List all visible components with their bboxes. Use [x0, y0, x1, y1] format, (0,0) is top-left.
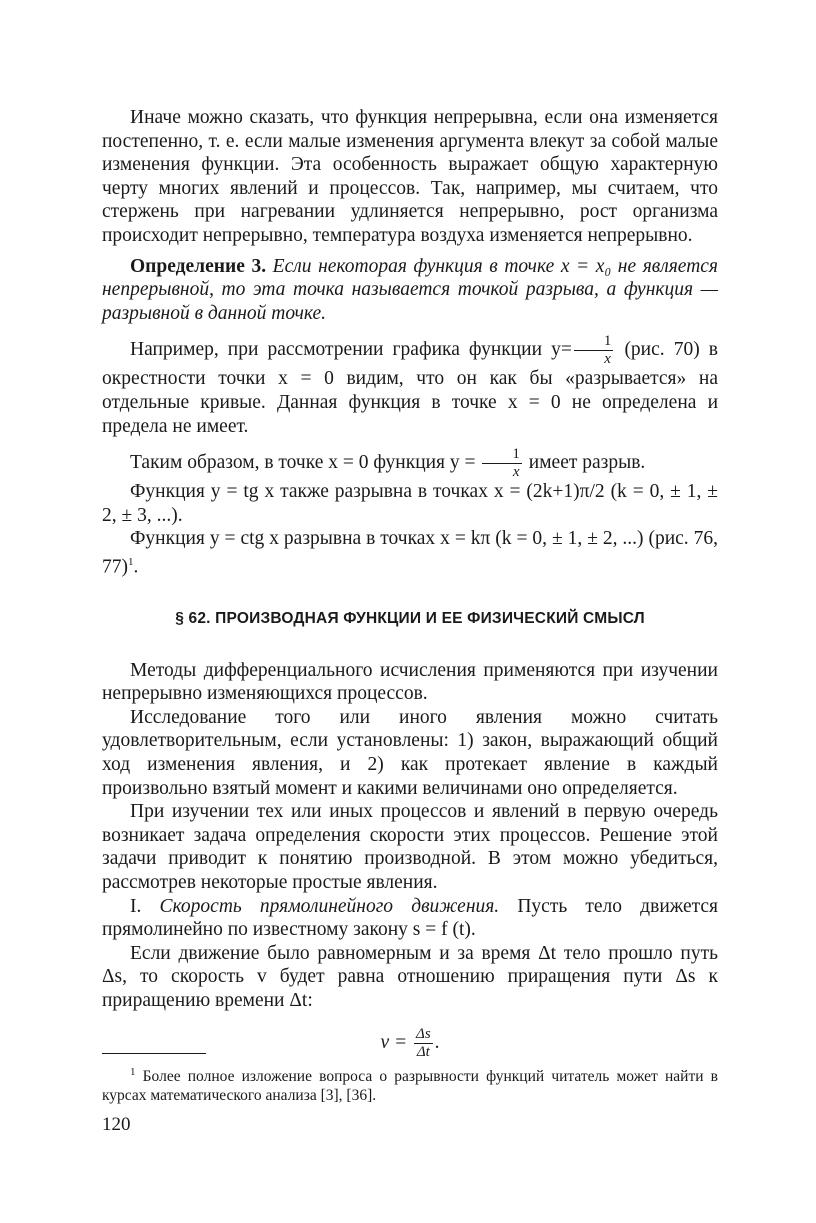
definition-text: Если некоторая функция в точке x = x₀ не является непрерывной, то эта точка называется точкой разрыва, а функция — разрывной в данной точке. [102, 255, 718, 324]
paragraph-uniform-motion: Если движение было равномерным и за время Δt тело прошло путь Δs, то скорость v будет равна отношению приращения пути Δs к приращению времени Δt: [102, 942, 718, 1011]
fraction-one-over-x: $\frac{1}{x}$ [574, 334, 614, 367]
footnote [102, 1063, 718, 1105]
definition-paragraph [102, 255, 718, 326]
definition-label: Определение 3. [130, 255, 267, 277]
fraction-ds-dt: $\frac{\Delta s}{\Delta t}$ [416, 1025, 431, 1060]
example-paragraph [102, 334, 718, 438]
footnote-mark: 1 [130, 1066, 136, 1078]
paragraph-methods: Методы дифференциального исчисления применяются при изучении непрерывно изменяющихся процессов. [102, 659, 718, 705]
discontinuity-text-start: Таким образом, в точке x = 0 функция y = [130, 452, 481, 474]
page-number: 120 [102, 1114, 131, 1135]
paragraph-continuity: Иначе можно сказать, что функция непрерывна, если она изменяется постепенно, т. е. если малые изменения аргумента влекут за собой малые изменения функции. Эта особенность выражает общую характерную черту многих явлений и процессов. Так, например, мы считаем, что стержень при нагревании удлиняется непрерывно, рост организма происходит непрерывно, температура воздуха изменяется непрерывно. [102, 107, 718, 246]
footnote-divider [102, 1053, 206, 1054]
discontinuity-text-end: имеет разрыв. [523, 452, 646, 474]
subsection-title: Скорость прямолинейного движения. [159, 895, 500, 917]
fraction-one-over-x-2: $\frac{1}{x}$ [482, 447, 522, 480]
paragraph-processes: При изучении тех или иных процессов и явлений в первую очередь возникает задача определения скорости этих процессов. Решение этой задачи приводит к понятию производной. В этом можно убедиться, рассмотрев некоторые простые явления. [102, 801, 718, 893]
section-heading: § 62. ПРОИЗВОДНАЯ ФУНКЦИИ И ЕЕ ФИЗИЧЕСКИЙ СМЫСЛ [175, 610, 645, 627]
footnote-text: Более полное изложение вопроса о разрывности функций читатель может найти в курсах математического анализа [3], [36]. [102, 1068, 718, 1105]
text-column [102, 106, 718, 1060]
footnote-ref: 1 [128, 555, 134, 568]
cotangent-paragraph: Функция y = ctg x разрывна в точках x = kπ (k = 0, ± 1, ± 2, ...) (рис. 76, 77)$^1$. [102, 528, 718, 578]
example-text-start: Например, при рассмотрении графика функции y= [130, 339, 572, 361]
tangent-paragraph: Функция y = tg x также разрывна в точках x = (2k+1)π/2 (k = 0, ± 1, ± 2, ± 3, ...). [102, 481, 718, 526]
velocity-formula: v = $\frac{\Delta s}{\Delta t}$ . [380, 1025, 440, 1060]
paragraph-research: Исследование того или иного явления можно считать удовлетворительным, если установлены: 1) закон, выражающий общий ход изменения явления, и 2) как протекает явление в каждый произвольно взятый момент и какими величинами оно определяется. [102, 706, 718, 799]
discontinuity-paragraph [102, 447, 718, 480]
subsection-velocity: I. Скорость прямолинейного движения. Пусть тело движется прямолинейно по известному закону s = f (t). [102, 895, 719, 941]
example-text-end: (рис. 70) в окрестности точки x = 0 видим, что он как бы «разрывается» на отдельные кривые. Данная функция в точке x = 0 не определена и предела не имеет. [102, 339, 718, 437]
